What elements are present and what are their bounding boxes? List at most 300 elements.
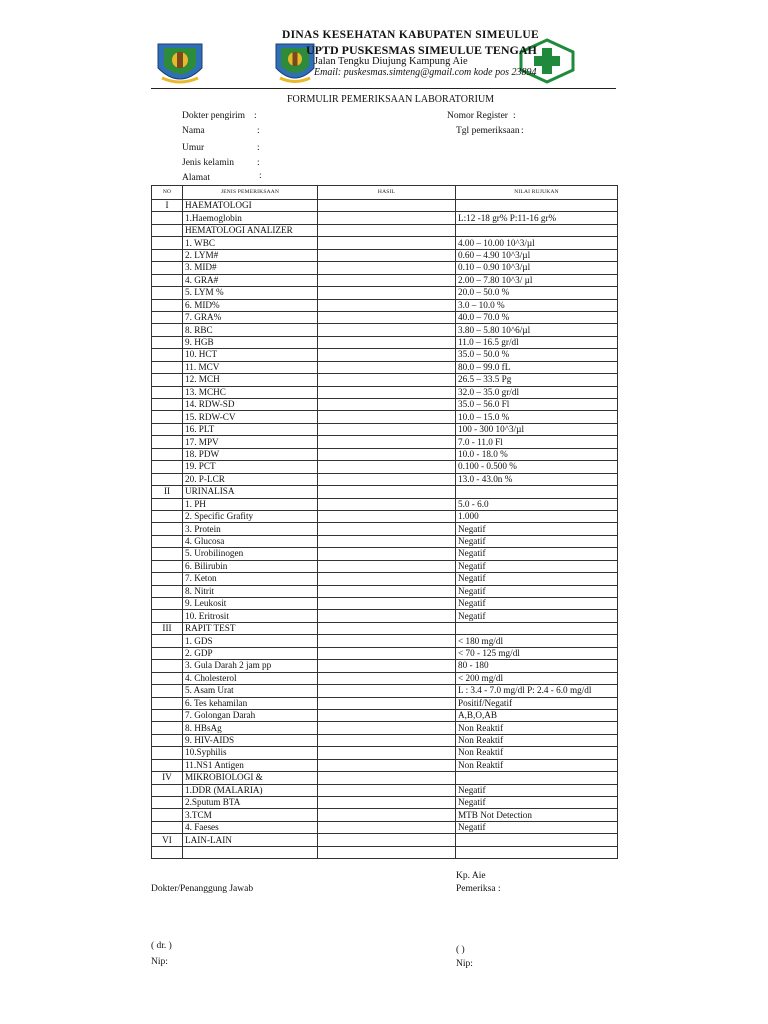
col-header-hasil: HASIL <box>318 186 456 200</box>
row-nilai: 2.00 – 7.80 10^3/ µl <box>456 274 618 286</box>
row-hasil <box>318 548 456 560</box>
signature-left-nip: Nip: <box>151 957 168 967</box>
row-hasil <box>318 535 456 547</box>
table-row <box>152 535 618 547</box>
row-nilai <box>456 200 618 212</box>
row-no <box>152 224 183 236</box>
row-jenis: 18. PDW <box>183 448 318 460</box>
lab-results-table <box>151 185 618 859</box>
row-nilai: 35.0 – 56.0 Fl <box>456 399 618 411</box>
row-hasil <box>318 498 456 510</box>
row-jenis: 6. Bilirubin <box>183 560 318 572</box>
table-row <box>152 237 618 249</box>
signature-place: Kp. Aie <box>456 871 486 881</box>
row-jenis: 9. HIV-AIDS <box>183 734 318 746</box>
row-jenis: 6. MID% <box>183 299 318 311</box>
row-jenis: 10. Eritrosit <box>183 610 318 622</box>
row-jenis: 15. RDW-CV <box>183 411 318 423</box>
row-hasil <box>318 436 456 448</box>
row-nilai: MTB Not Detection <box>456 809 618 821</box>
row-hasil <box>318 237 456 249</box>
table-row <box>152 423 618 435</box>
table-row <box>152 722 618 734</box>
row-no: III <box>152 622 183 634</box>
row-no <box>152 734 183 746</box>
row-hasil <box>318 311 456 323</box>
row-nilai: Negatif <box>456 585 618 597</box>
row-jenis: 1.DDR (MALARIA) <box>183 784 318 796</box>
row-nilai: Negatif <box>456 535 618 547</box>
row-no <box>152 610 183 622</box>
header-rule <box>151 88 616 89</box>
row-nilai <box>456 846 618 858</box>
row-hasil <box>318 747 456 759</box>
row-hasil <box>318 299 456 311</box>
row-no <box>152 685 183 697</box>
row-hasil <box>318 622 456 634</box>
row-jenis: 13. MCHC <box>183 386 318 398</box>
row-nilai: 80.0 – 99.0 fL <box>456 361 618 373</box>
row-hasil <box>318 809 456 821</box>
row-no <box>152 759 183 771</box>
row-nilai: 3.0 – 10.0 % <box>456 299 618 311</box>
row-nilai: < 70 - 125 mg/dl <box>456 647 618 659</box>
row-jenis: 8. Nitrit <box>183 585 318 597</box>
table-section-row <box>152 834 618 846</box>
row-no <box>152 585 183 597</box>
row-jenis: 10.Syphilis <box>183 747 318 759</box>
table-row <box>152 262 618 274</box>
row-jenis: 6. Tes kehamilan <box>183 697 318 709</box>
row-hasil <box>318 560 456 572</box>
field-tgl-label: Tgl pemeriksaan <box>456 126 520 136</box>
row-hasil <box>318 200 456 212</box>
row-hasil <box>318 249 456 261</box>
row-nilai: Negatif <box>456 548 618 560</box>
signature-dokter: Dokter/Penanggung Jawab <box>151 884 254 894</box>
row-nilai: Negatif <box>456 797 618 809</box>
row-nilai: 3.80 – 5.80 10^6/µl <box>456 324 618 336</box>
table-section-row <box>152 200 618 212</box>
row-no <box>152 709 183 721</box>
row-nilai: 20.0 – 50.0 % <box>456 287 618 299</box>
row-jenis <box>183 846 318 858</box>
row-nilai: Non Reaktif <box>456 734 618 746</box>
table-row <box>152 797 618 809</box>
table-row <box>152 349 618 361</box>
row-hasil <box>318 685 456 697</box>
row-hasil <box>318 523 456 535</box>
field-umur-label: Umur <box>182 143 205 153</box>
row-nilai: 0.100 - 0.500 % <box>456 461 618 473</box>
row-jenis: 4. Glucosa <box>183 535 318 547</box>
table-row <box>152 660 618 672</box>
row-no <box>152 797 183 809</box>
row-no <box>152 361 183 373</box>
table-row <box>152 510 618 522</box>
row-nilai: 26.5 – 33.5 Pg <box>456 374 618 386</box>
row-jenis: 1.Haemoglobin <box>183 212 318 224</box>
table-row <box>152 734 618 746</box>
row-no <box>152 473 183 485</box>
row-no <box>152 311 183 323</box>
table-row <box>152 299 618 311</box>
row-hasil <box>318 423 456 435</box>
row-no <box>152 722 183 734</box>
row-no <box>152 423 183 435</box>
row-hasil <box>318 647 456 659</box>
row-hasil <box>318 585 456 597</box>
table-row <box>152 809 618 821</box>
table-row <box>152 361 618 373</box>
table-row <box>152 249 618 261</box>
table-section-row <box>152 622 618 634</box>
row-nilai: Negatif <box>456 610 618 622</box>
row-jenis: HEMATOLOGI ANALIZER <box>183 224 318 236</box>
table-row <box>152 498 618 510</box>
row-nilai: Negatif <box>456 523 618 535</box>
table-row <box>152 573 618 585</box>
col-header-jenis: JENIS PEMERIKSAAN <box>183 186 318 200</box>
row-nilai: 0.10 – 0.90 10^3/µl <box>456 262 618 274</box>
table-row <box>152 647 618 659</box>
row-no <box>152 436 183 448</box>
row-no: II <box>152 486 183 498</box>
row-nilai <box>456 224 618 236</box>
row-jenis: 1. GDS <box>183 635 318 647</box>
table-row <box>152 548 618 560</box>
row-jenis: 4. Faeses <box>183 821 318 833</box>
row-nilai: 4.00 – 10.00 10^3/µl <box>456 237 618 249</box>
table-row <box>152 287 618 299</box>
table-section-row <box>152 772 618 784</box>
row-jenis: RAPIT TEST <box>183 622 318 634</box>
row-hasil <box>318 672 456 684</box>
row-jenis: 19. PCT <box>183 461 318 473</box>
table-section-row <box>152 224 618 236</box>
row-no <box>152 535 183 547</box>
row-jenis: 3. MID# <box>183 262 318 274</box>
table-row <box>152 784 618 796</box>
signature-right-name: ( ) <box>456 945 465 955</box>
colon: : <box>257 158 260 168</box>
row-jenis: 11. MCV <box>183 361 318 373</box>
row-nilai: 0.60 – 4.90 10^3/µl <box>456 249 618 261</box>
row-jenis: 10. HCT <box>183 349 318 361</box>
row-jenis: HAEMATOLOGI <box>183 200 318 212</box>
row-no <box>152 386 183 398</box>
table-row <box>152 523 618 535</box>
row-hasil <box>318 821 456 833</box>
row-no <box>152 821 183 833</box>
row-nilai: Non Reaktif <box>456 747 618 759</box>
row-jenis: 7. Golongan Darah <box>183 709 318 721</box>
row-hasil <box>318 722 456 734</box>
row-nilai: Non Reaktif <box>456 722 618 734</box>
form-title: FORMULIR PEMERIKSAAN LABORATORIUM <box>287 94 495 105</box>
row-jenis: 16. PLT <box>183 423 318 435</box>
row-hasil <box>318 759 456 771</box>
row-hasil <box>318 635 456 647</box>
table-row <box>152 585 618 597</box>
row-no <box>152 237 183 249</box>
row-no <box>152 212 183 224</box>
colon: : <box>521 126 524 136</box>
row-no <box>152 809 183 821</box>
row-nilai: < 180 mg/dl <box>456 635 618 647</box>
table-row <box>152 821 618 833</box>
row-hasil <box>318 411 456 423</box>
row-hasil <box>318 772 456 784</box>
row-nilai: 7.0 - 11.0 Fl <box>456 436 618 448</box>
row-nilai <box>456 622 618 634</box>
row-jenis: 17. MPV <box>183 436 318 448</box>
row-jenis: 8. RBC <box>183 324 318 336</box>
row-jenis: 2. GDP <box>183 647 318 659</box>
row-no <box>152 399 183 411</box>
row-jenis: MIKROBIOLOGI & <box>183 772 318 784</box>
row-jenis: 9. Leukosit <box>183 598 318 610</box>
table-row <box>152 610 618 622</box>
row-jenis: 20. P-LCR <box>183 473 318 485</box>
row-no <box>152 411 183 423</box>
table-row <box>152 759 618 771</box>
row-hasil <box>318 287 456 299</box>
table-row <box>152 448 618 460</box>
header-contact: Email: puskesmas.simteng@gmail.com kode pos 23894 <box>314 67 537 78</box>
table-row <box>152 411 618 423</box>
row-no <box>152 287 183 299</box>
table-section-row <box>152 486 618 498</box>
row-nilai: < 200 mg/dl <box>456 672 618 684</box>
table-row <box>152 436 618 448</box>
row-hasil <box>318 262 456 274</box>
table-row <box>152 672 618 684</box>
row-no <box>152 660 183 672</box>
colon: : <box>254 111 257 121</box>
row-no <box>152 635 183 647</box>
row-hasil <box>318 598 456 610</box>
row-hasil <box>318 461 456 473</box>
row-nilai: A,B,O,AB <box>456 709 618 721</box>
row-nilai <box>456 834 618 846</box>
row-hasil <box>318 212 456 224</box>
row-no <box>152 647 183 659</box>
row-jenis: 3. Gula Darah 2 jam pp <box>183 660 318 672</box>
table-body <box>152 200 618 859</box>
row-no <box>152 336 183 348</box>
row-nilai: Negatif <box>456 573 618 585</box>
row-no <box>152 523 183 535</box>
row-nilai: 40.0 – 70.0 % <box>456 311 618 323</box>
row-nilai: Negatif <box>456 560 618 572</box>
row-no <box>152 672 183 684</box>
row-no <box>152 461 183 473</box>
table-row <box>152 685 618 697</box>
row-no <box>152 846 183 858</box>
row-no: VI <box>152 834 183 846</box>
row-no: I <box>152 200 183 212</box>
row-hasil <box>318 374 456 386</box>
row-jenis: 2. LYM# <box>183 249 318 261</box>
colon: : <box>257 143 260 153</box>
row-nilai: Non Reaktif <box>456 759 618 771</box>
row-no <box>152 274 183 286</box>
row-nilai: 1.000 <box>456 510 618 522</box>
row-no <box>152 262 183 274</box>
row-nilai: Positif/Negatif <box>456 697 618 709</box>
row-hasil <box>318 846 456 858</box>
row-hasil <box>318 784 456 796</box>
row-no <box>152 324 183 336</box>
row-jenis: 5. Urobilinogen <box>183 548 318 560</box>
row-nilai: 80 - 180 <box>456 660 618 672</box>
table-row <box>152 274 618 286</box>
row-no <box>152 374 183 386</box>
table-row <box>152 560 618 572</box>
row-jenis: 1. PH <box>183 498 318 510</box>
row-hasil <box>318 361 456 373</box>
table-row <box>152 324 618 336</box>
row-hasil <box>318 274 456 286</box>
row-jenis: 7. GRA% <box>183 311 318 323</box>
row-no <box>152 249 183 261</box>
row-nilai: Negatif <box>456 784 618 796</box>
row-jenis: 11.NS1 Antigen <box>183 759 318 771</box>
row-jenis: 2.Sputum BTA <box>183 797 318 809</box>
table-row <box>152 311 618 323</box>
field-jenis-kelamin-label: Jenis kelamin <box>182 158 234 168</box>
header-agency: DINAS KESEHATAN KABUPATEN SIMEULUE <box>282 29 539 41</box>
row-nilai: 32.0 – 35.0 gr/dl <box>456 386 618 398</box>
table-row <box>152 709 618 721</box>
row-hasil <box>318 486 456 498</box>
row-no <box>152 510 183 522</box>
row-nilai: 35.0 – 50.0 % <box>456 349 618 361</box>
row-hasil <box>318 399 456 411</box>
row-hasil <box>318 224 456 236</box>
row-no <box>152 548 183 560</box>
row-jenis: 5. Asam Urat <box>183 685 318 697</box>
row-nilai: 10.0 – 15.0 % <box>456 411 618 423</box>
row-jenis: LAIN-LAIN <box>183 834 318 846</box>
row-jenis: 12. MCH <box>183 374 318 386</box>
row-nilai: Negatif <box>456 821 618 833</box>
col-header-nilai: NILAI RUJUKAN <box>456 186 618 200</box>
row-hasil <box>318 610 456 622</box>
row-hasil <box>318 510 456 522</box>
table-row <box>152 697 618 709</box>
table-row <box>152 461 618 473</box>
row-nilai: 10.0 - 18.0 % <box>456 448 618 460</box>
colon: : <box>259 171 262 181</box>
row-jenis: 3. Protein <box>183 523 318 535</box>
row-nilai: Negatif <box>456 598 618 610</box>
signature-right-nip: Nip: <box>456 959 473 969</box>
row-nilai: 11.0 – 16.5 gr/dl <box>456 336 618 348</box>
row-no <box>152 697 183 709</box>
row-hasil <box>318 349 456 361</box>
regency-emblem-icon <box>152 38 208 93</box>
row-hasil <box>318 697 456 709</box>
row-nilai <box>456 772 618 784</box>
row-nilai: L : 3.4 - 7.0 mg/dl P: 2.4 - 6.0 mg/dl <box>456 685 618 697</box>
row-hasil <box>318 660 456 672</box>
table-row <box>152 336 618 348</box>
row-no <box>152 573 183 585</box>
header-address: Jalan Tengku Diujung Kampung Aie <box>314 56 468 67</box>
field-nomor-register-label: Nomor Register <box>447 111 508 121</box>
signature-pemeriksa: Pemeriksa : <box>456 884 501 894</box>
table-row <box>152 399 618 411</box>
row-no: IV <box>152 772 183 784</box>
row-jenis: URINALISA <box>183 486 318 498</box>
row-nilai <box>456 486 618 498</box>
row-jenis: 1. WBC <box>183 237 318 249</box>
table-row <box>152 598 618 610</box>
row-no <box>152 560 183 572</box>
row-hasil <box>318 734 456 746</box>
row-nilai: 100 - 300 10^3/µl <box>456 423 618 435</box>
table-row <box>152 374 618 386</box>
row-jenis: 8. HBsAg <box>183 722 318 734</box>
table-row <box>152 846 618 858</box>
row-jenis: 4. Cholesterol <box>183 672 318 684</box>
row-jenis: 7. Keton <box>183 573 318 585</box>
row-hasil <box>318 797 456 809</box>
field-alamat-label: Alamat <box>182 173 210 183</box>
colon: : <box>257 126 260 136</box>
col-header-no: NO <box>152 186 183 200</box>
table-row <box>152 747 618 759</box>
signature-left-name: ( dr. ) <box>151 941 172 951</box>
row-no <box>152 299 183 311</box>
field-dokter-label: Dokter pengirim <box>182 111 246 121</box>
row-jenis: 5. LYM % <box>183 287 318 299</box>
row-no <box>152 598 183 610</box>
row-hasil <box>318 573 456 585</box>
row-jenis: 14. RDW-SD <box>183 399 318 411</box>
row-jenis: 4. GRA# <box>183 274 318 286</box>
table-header-row <box>152 186 618 200</box>
row-no <box>152 349 183 361</box>
row-hasil <box>318 709 456 721</box>
table-row <box>152 386 618 398</box>
row-hasil <box>318 386 456 398</box>
row-hasil <box>318 324 456 336</box>
row-nilai: 5.0 - 6.0 <box>456 498 618 510</box>
row-jenis: 2. Specific Grafity <box>183 510 318 522</box>
row-hasil <box>318 448 456 460</box>
row-jenis: 3.TCM <box>183 809 318 821</box>
row-no <box>152 498 183 510</box>
row-jenis: 9. HGB <box>183 336 318 348</box>
row-nilai: 13.0 - 43.0n % <box>456 473 618 485</box>
colon: : <box>513 111 516 121</box>
table-row <box>152 635 618 647</box>
row-no <box>152 448 183 460</box>
field-nama-label: Nama <box>182 126 205 136</box>
header-puskesmas: UPTD PUSKESMAS SIMEULUE TENGAH <box>306 43 537 57</box>
row-no <box>152 747 183 759</box>
row-no <box>152 784 183 796</box>
table-row <box>152 212 618 224</box>
row-hasil <box>318 834 456 846</box>
row-hasil <box>318 473 456 485</box>
row-hasil <box>318 336 456 348</box>
table-row <box>152 473 618 485</box>
row-nilai: L:12 -18 gr% P:11-16 gr% <box>456 212 618 224</box>
